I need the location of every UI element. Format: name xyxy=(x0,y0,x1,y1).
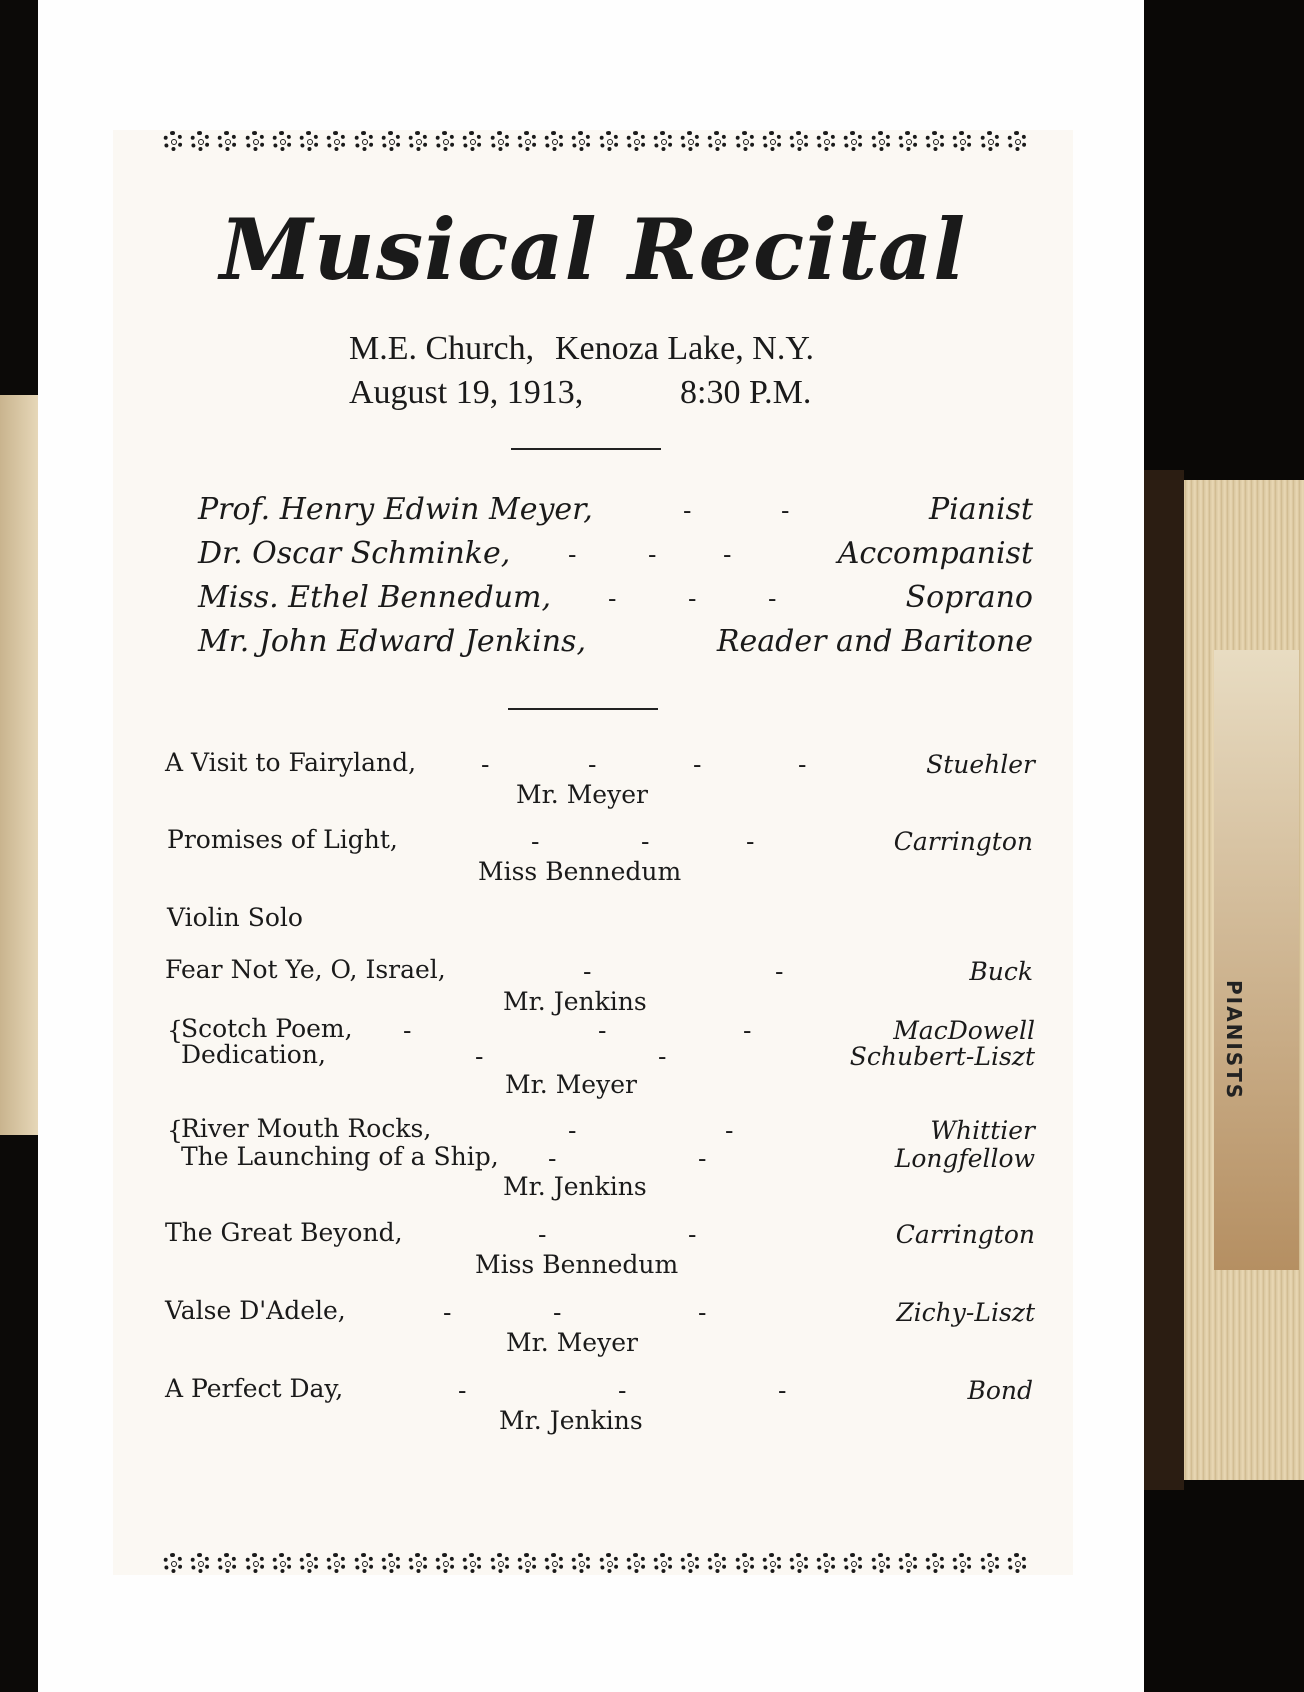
ornament-gear-icon xyxy=(952,1553,972,1573)
left-book-edge xyxy=(0,395,38,1135)
ornament-gear-icon xyxy=(217,1553,237,1573)
leader-dash: - xyxy=(475,1042,484,1071)
program-composer: Carrington xyxy=(893,827,1033,856)
leader-dash: - xyxy=(458,1376,467,1405)
leader-dash: - xyxy=(725,1116,734,1145)
program-performer: Miss Bennedum xyxy=(475,1250,679,1279)
leader-dash: - xyxy=(403,1016,412,1045)
program-piece: The Launching of a Ship, xyxy=(181,1142,499,1171)
ornament-gear-icon xyxy=(599,131,619,151)
ornament-gear-icon xyxy=(599,1553,619,1573)
leader-dash: - xyxy=(548,1144,557,1173)
ornament-gear-icon xyxy=(408,131,428,151)
ornament-gear-icon xyxy=(435,131,455,151)
leader-dash: - xyxy=(443,1298,452,1327)
program-piece: A Perfect Day, xyxy=(165,1374,344,1403)
leader-dash: - xyxy=(778,1376,787,1405)
leader-dash: - xyxy=(588,750,597,779)
right-background xyxy=(1144,0,1304,1692)
leader-dash: - xyxy=(568,540,577,569)
program-piece: Valse D'Adele, xyxy=(165,1296,346,1325)
performer-role: Accompanist xyxy=(837,536,1033,571)
ornament-gear-icon xyxy=(544,131,564,151)
program-composer: Schubert-Liszt xyxy=(849,1042,1035,1071)
performer-name: Prof. Henry Edwin Meyer, xyxy=(198,492,593,527)
ornament-gear-icon xyxy=(381,131,401,151)
performer-name: Miss. Ethel Bennedum, xyxy=(198,580,552,615)
program-piece: The Great Beyond, xyxy=(165,1218,403,1247)
ornament-gear-icon xyxy=(163,1553,183,1573)
ornament-gear-icon xyxy=(871,1553,891,1573)
ornament-gear-icon xyxy=(735,1553,755,1573)
ornament-gear-icon xyxy=(952,131,972,151)
ornament-gear-icon xyxy=(653,1553,673,1573)
program-performer: Mr. Jenkins xyxy=(499,1406,643,1435)
ornament-gear-icon xyxy=(762,1553,782,1573)
leader-dash: - xyxy=(723,540,732,569)
program-composer: Longfellow xyxy=(894,1144,1035,1173)
ornament-gear-icon xyxy=(354,131,374,151)
ornament-border-bottom xyxy=(163,1552,1027,1574)
leader-dash: - xyxy=(598,1016,607,1045)
ornament-gear-icon xyxy=(680,1553,700,1573)
leader-dash: - xyxy=(568,1116,577,1145)
leader-dash: - xyxy=(618,1376,627,1405)
ornament-gear-icon xyxy=(163,131,183,151)
venue-place: M.E. Church, xyxy=(349,330,535,367)
ornament-gear-icon xyxy=(517,1553,537,1573)
ornament-gear-icon xyxy=(272,1553,292,1573)
book-cover xyxy=(1144,470,1184,1490)
leader-dash: - xyxy=(608,584,617,613)
leader-dash: - xyxy=(698,1298,707,1327)
ornament-gear-icon xyxy=(1007,1553,1027,1573)
ornament-gear-icon xyxy=(544,1553,564,1573)
leader-dash: - xyxy=(538,1220,547,1249)
ornament-gear-icon xyxy=(925,1553,945,1573)
ornament-gear-icon xyxy=(299,131,319,151)
program-performer: Mr. Meyer xyxy=(506,1328,638,1357)
ornament-gear-icon xyxy=(571,1553,591,1573)
leader-dash: - xyxy=(775,957,784,986)
ornament-gear-icon xyxy=(299,1553,319,1573)
performer-role: Soprano xyxy=(905,580,1033,615)
ornament-gear-icon xyxy=(898,1553,918,1573)
brace-open: { xyxy=(167,1116,183,1145)
leader-dash: - xyxy=(781,496,790,525)
leader-dash: - xyxy=(553,1298,562,1327)
ornament-gear-icon xyxy=(571,131,591,151)
program-composer: Whittier xyxy=(930,1116,1035,1145)
ornament-gear-icon xyxy=(626,131,646,151)
performer-name: Dr. Oscar Schminke, xyxy=(198,536,511,571)
leader-dash: - xyxy=(641,827,650,856)
leader-dash: - xyxy=(698,1144,707,1173)
ornament-border-top xyxy=(163,130,1027,152)
ornament-gear-icon xyxy=(490,1553,510,1573)
scan-page xyxy=(38,0,1144,1692)
ornament-gear-icon xyxy=(245,131,265,151)
program-performer: Mr. Jenkins xyxy=(503,1172,647,1201)
program-piece: River Mouth Rocks, xyxy=(181,1114,432,1143)
ornament-gear-icon xyxy=(735,131,755,151)
performer-name: Mr. John Edward Jenkins, xyxy=(198,624,586,659)
performer-role: Pianist xyxy=(928,492,1033,527)
ornament-gear-icon xyxy=(381,1553,401,1573)
ornament-gear-icon xyxy=(980,1553,1000,1573)
ornament-gear-icon xyxy=(490,131,510,151)
program-composer: Buck xyxy=(969,957,1033,986)
leader-dash: - xyxy=(688,584,697,613)
book-tag xyxy=(1214,650,1299,1270)
program-piece: Dedication, xyxy=(181,1040,326,1069)
program-piece: Violin Solo xyxy=(167,903,303,932)
ornament-gear-icon xyxy=(707,1553,727,1573)
program-composer: Stuehler xyxy=(926,750,1035,779)
ornament-gear-icon xyxy=(789,1553,809,1573)
brace-open: { xyxy=(167,1016,183,1045)
ornament-gear-icon xyxy=(789,131,809,151)
venue-location: Kenoza Lake, N.Y. xyxy=(555,330,815,367)
leader-dash: - xyxy=(688,1220,697,1249)
program-piece: Scotch Poem, xyxy=(181,1014,353,1043)
program-piece: Fear Not Ye, O, Israel, xyxy=(165,955,446,984)
ornament-gear-icon xyxy=(871,131,891,151)
leader-dash: - xyxy=(683,496,692,525)
ornament-gear-icon xyxy=(898,131,918,151)
ornament-gear-icon xyxy=(517,131,537,151)
ornament-gear-icon xyxy=(980,131,1000,151)
venue-time: 8:30 P.M. xyxy=(680,374,812,411)
ornament-gear-icon xyxy=(326,131,346,151)
divider-top xyxy=(511,448,661,450)
leader-dash: - xyxy=(693,750,702,779)
ornament-gear-icon xyxy=(925,131,945,151)
program-performer: Mr. Meyer xyxy=(516,780,648,809)
program-composer: MacDowell xyxy=(893,1016,1035,1045)
leader-dash: - xyxy=(531,827,540,856)
leader-dash: - xyxy=(648,540,657,569)
ornament-gear-icon xyxy=(816,131,836,151)
leader-dash: - xyxy=(481,750,490,779)
leader-dash: - xyxy=(658,1042,667,1071)
ornament-gear-icon xyxy=(245,1553,265,1573)
program-performer: Miss Bennedum xyxy=(478,857,682,886)
ornament-gear-icon xyxy=(680,131,700,151)
program-composer: Zichy-Liszt xyxy=(896,1298,1035,1327)
ornament-gear-icon xyxy=(462,131,482,151)
ornament-gear-icon xyxy=(1007,131,1027,151)
leader-dash: - xyxy=(768,584,777,613)
ornament-gear-icon xyxy=(190,131,210,151)
ornament-gear-icon xyxy=(762,131,782,151)
ornament-gear-icon xyxy=(462,1553,482,1573)
program-piece: Promises of Light, xyxy=(167,825,398,854)
ornament-gear-icon xyxy=(707,131,727,151)
program-composer: Carrington xyxy=(895,1220,1035,1249)
ornament-gear-icon xyxy=(653,131,673,151)
leader-dash: - xyxy=(798,750,807,779)
venue-date: August 19, 1913, xyxy=(349,374,584,411)
leader-dash: - xyxy=(583,957,592,986)
leader-dash: - xyxy=(746,827,755,856)
ornament-gear-icon xyxy=(626,1553,646,1573)
divider-bottom xyxy=(508,708,658,710)
leader-dash: - xyxy=(743,1016,752,1045)
ornament-gear-icon xyxy=(816,1553,836,1573)
ornament-gear-icon xyxy=(217,131,237,151)
ornament-gear-icon xyxy=(272,131,292,151)
ornament-gear-icon xyxy=(408,1553,428,1573)
program-piece: A Visit to Fairyland, xyxy=(165,748,417,777)
book-tag-label: PIANISTS xyxy=(1222,980,1246,1101)
ornament-gear-icon xyxy=(843,1553,863,1573)
program-sheet xyxy=(113,130,1073,1575)
ornament-gear-icon xyxy=(326,1553,346,1573)
page-title: Musical Recital xyxy=(219,200,967,299)
ornament-gear-icon xyxy=(354,1553,374,1573)
program-composer: Bond xyxy=(967,1376,1033,1405)
performer-role: Reader and Baritone xyxy=(716,624,1033,659)
ornament-gear-icon xyxy=(843,131,863,151)
program-performer: Mr. Jenkins xyxy=(503,987,647,1016)
program-performer: Mr. Meyer xyxy=(505,1070,637,1099)
ornament-gear-icon xyxy=(190,1553,210,1573)
ornament-gear-icon xyxy=(435,1553,455,1573)
